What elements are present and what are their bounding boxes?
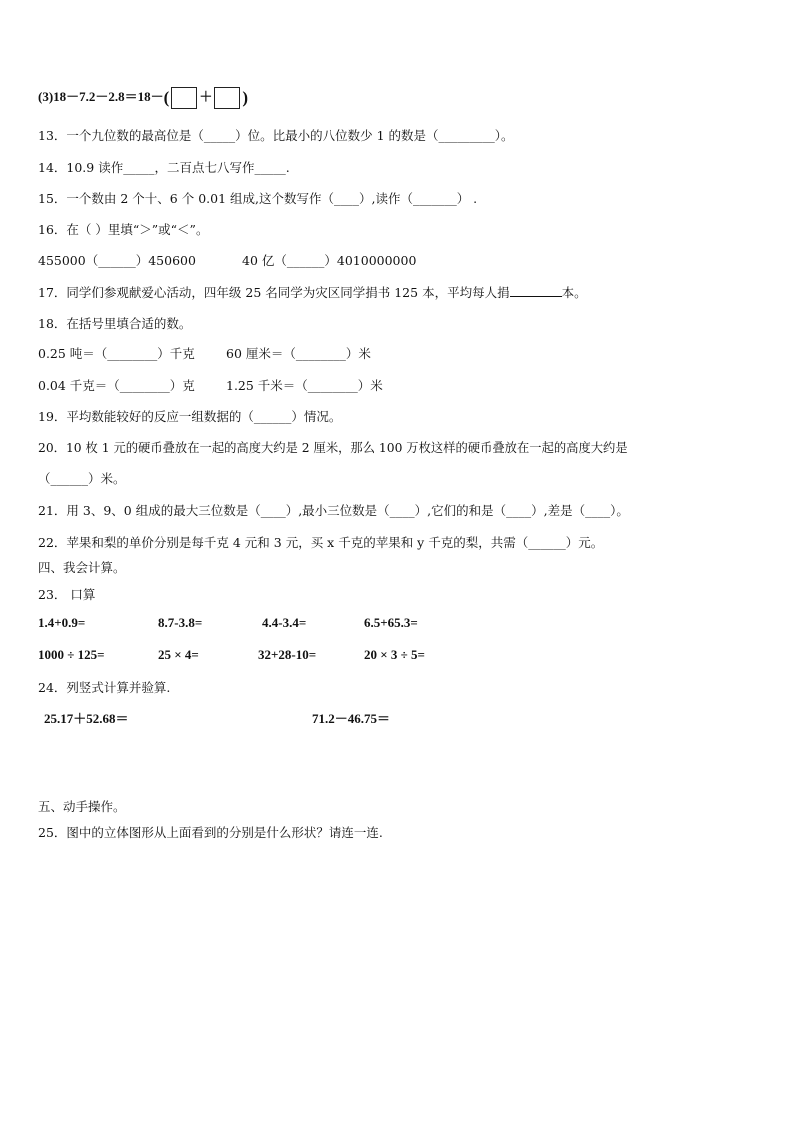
vertical-calc-1: 25.17＋52.68＝ xyxy=(44,711,129,726)
question-20-line-1: 20．10 枚 1 元的硬币叠放在一起的高度大约是 2 厘米，那么 100 万枚这样的硬币叠放在一起的高度大约是 xyxy=(38,441,628,455)
question-22: 22．苹果和梨的单价分别是每千克 4 元和 3 元，买 x 千克的苹果和 y 千克的梨，共需（______）元。 xyxy=(38,535,604,550)
answer-box-1[interactable] xyxy=(171,87,197,109)
oral-calc-6: 25 × 4= xyxy=(158,647,199,662)
oral-calc-4: 6.5+65.3= xyxy=(364,615,418,630)
question-16-b: 40 亿（______）4010000000 xyxy=(242,253,417,268)
section-5-heading: 五、动手操作。 xyxy=(38,799,126,814)
question-18: 18．在括号里填合适的数。 xyxy=(38,316,192,331)
question-18-c: 0.04 千克＝（________）克 xyxy=(38,378,195,393)
q12-3-prefix: (3)18－7.2－2.8＝18－ xyxy=(38,89,164,104)
question-17 xyxy=(38,283,587,301)
oral-calc-8: 20 × 3 ÷ 5= xyxy=(364,647,425,662)
oral-calc-3: 4.4-3.4= xyxy=(262,615,307,630)
question-18-b: 60 厘米＝（________）米 xyxy=(226,346,371,361)
oral-calc-5: 1000 ÷ 125= xyxy=(38,647,105,662)
question-20-line-2: （______）米。 xyxy=(38,471,126,486)
question-14: 14．10.9 读作_____，二百点七八写作_____. xyxy=(38,160,290,175)
question-19: 19．平均数能较好的反应一组数据的（______）情况。 xyxy=(38,409,342,424)
q12-3-close-paren: ) xyxy=(242,88,249,108)
question-17-tail: 本。 xyxy=(561,285,587,300)
question-17-text: 17．同学们参观献爱心活动，四年级 25 名同学为灾区同学捐书 125 本，平均每人捐 xyxy=(38,285,510,300)
question-15: 15．一个数由 2 个十、6 个 0.01 组成,这个数写作（____）,读作（_______） . xyxy=(38,191,478,206)
question-24-title: 24．列竖式计算并验算. xyxy=(38,680,171,695)
oral-calc-2: 8.7-3.8= xyxy=(158,615,203,630)
question-16-a: 455000（______）450600 xyxy=(38,253,196,268)
q12-3-plus: ＋ xyxy=(199,89,213,104)
question-17-blank[interactable] xyxy=(510,284,562,297)
vertical-calc-2: 71.2－46.75＝ xyxy=(312,711,391,726)
oral-calc-7: 32+28-10= xyxy=(258,647,317,662)
question-12-part-3 xyxy=(38,86,248,109)
question-23-title: 23． 口算 xyxy=(38,587,96,602)
question-18-d: 1.25 千米＝（________）米 xyxy=(226,378,383,393)
q12-3-open-paren: ( xyxy=(163,88,170,108)
question-13: 13．一个九位数的最高位是（_____）位。比最小的八位数少 1 的数是（_________）。 xyxy=(38,128,514,143)
section-4-heading: 四、我会计算。 xyxy=(38,560,126,575)
answer-box-2[interactable] xyxy=(214,87,240,109)
question-18-a: 0.25 吨＝（________）千克 xyxy=(38,346,195,361)
question-21: 21．用 3、9、0 组成的最大三位数是（____）,最小三位数是（____）,它们的和是（____）,差是（____）。 xyxy=(38,503,629,518)
oral-calc-1: 1.4+0.9= xyxy=(38,615,86,630)
question-25: 25．图中的立体图形从上面看到的分别是什么形状？请连一连. xyxy=(38,825,383,840)
question-16: 16．在（ ）里填“＞”或“＜”。 xyxy=(38,222,209,237)
